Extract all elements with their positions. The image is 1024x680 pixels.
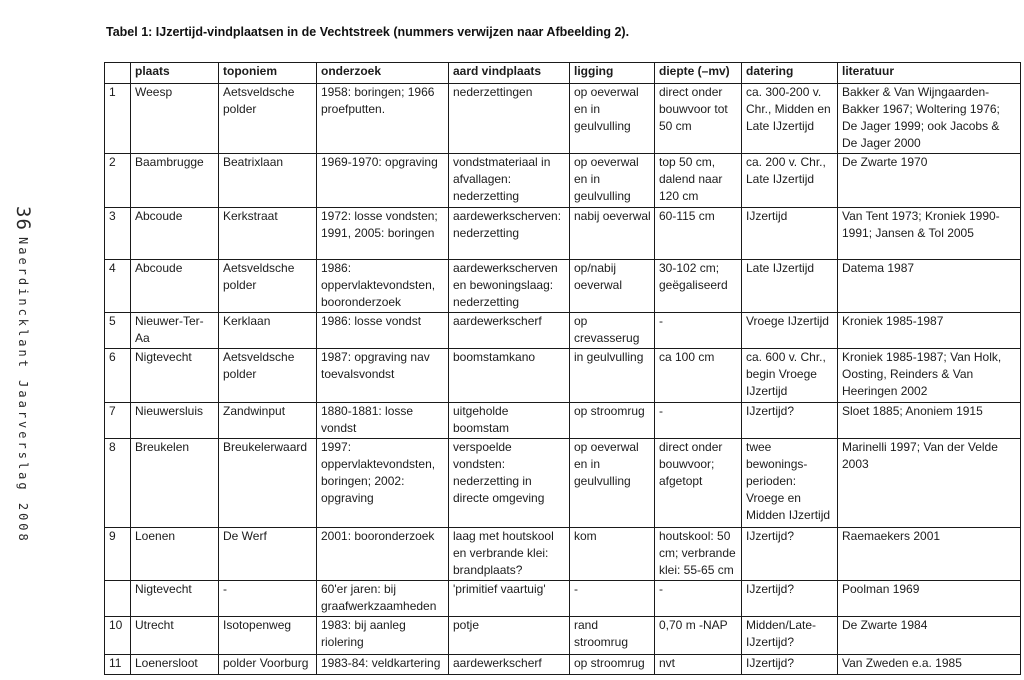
table-cell: Breukelerwaard bbox=[219, 439, 317, 528]
table-cell: op/nabij oeverwal bbox=[570, 260, 655, 313]
table-cell: ca. 600 v. Chr., begin Vroege IJzertijd bbox=[742, 349, 838, 403]
table-cell: 1983-84: veldkartering bbox=[317, 655, 449, 675]
table-cell: nederzettingen bbox=[449, 84, 570, 154]
table-row bbox=[105, 581, 1021, 617]
table-cell: Van Tent 1973; Kroniek 1990-1991; Jansen & Tol 2005 bbox=[838, 208, 1021, 260]
row-number-cell bbox=[105, 581, 131, 617]
table-cell: op oeverwal en in geulvulling bbox=[570, 439, 655, 528]
table-cell: De Zwarte 1984 bbox=[838, 617, 1021, 655]
column-header bbox=[105, 63, 131, 84]
table-row bbox=[105, 349, 1021, 403]
row-number-cell: 4 bbox=[105, 260, 131, 313]
table-cell: Abcoude bbox=[131, 260, 219, 313]
table-cell: Kroniek 1985-1987 bbox=[838, 313, 1021, 349]
table-cell: 1986: oppervlaktevondsten, booronderzoek bbox=[317, 260, 449, 313]
table-cell: rand stroomrug bbox=[570, 617, 655, 655]
page-number: 36 bbox=[12, 206, 34, 231]
table-cell: 60-115 cm bbox=[655, 208, 742, 260]
table-cell: - bbox=[655, 313, 742, 349]
row-number-cell: 3 bbox=[105, 208, 131, 260]
table-cell: in geulvulling bbox=[570, 349, 655, 403]
table-cell: nabij oeverwal bbox=[570, 208, 655, 260]
table-cell: - bbox=[219, 581, 317, 617]
table-cell: boomstamkano bbox=[449, 349, 570, 403]
table-cell: De Zwarte 1970 bbox=[838, 154, 1021, 208]
table-row bbox=[105, 208, 1021, 260]
table-cell: Kerkstraat bbox=[219, 208, 317, 260]
table-cell: ca. 200 v. Chr., Late IJzertijd bbox=[742, 154, 838, 208]
table-cell: Raemaekers 2001 bbox=[838, 528, 1021, 581]
table-cell: 1969-1970: opgraving bbox=[317, 154, 449, 208]
table-cell: De Werf bbox=[219, 528, 317, 581]
table-caption: Tabel 1: IJzertijd-vindplaatsen in de Vechtstreek (nummers verwijzen naar Afbeelding 2). bbox=[106, 25, 630, 39]
table-cell: 2001: booronderzoek bbox=[317, 528, 449, 581]
table-cell: verspoelde vondsten: nederzetting in directe omgeving bbox=[449, 439, 570, 528]
column-header: ligging bbox=[570, 63, 655, 84]
table-cell: 1986: losse vondst bbox=[317, 313, 449, 349]
table-cell: Midden/Late-IJzertijd? bbox=[742, 617, 838, 655]
table-cell: Nieuwer-Ter-Aa bbox=[131, 313, 219, 349]
table-cell: 1987: opgraving nav toevalsvondst bbox=[317, 349, 449, 403]
row-number-cell: 5 bbox=[105, 313, 131, 349]
row-number-cell: 1 bbox=[105, 84, 131, 154]
table-cell: twee bewonings-perioden: Vroege en Midden IJzertijd bbox=[742, 439, 838, 528]
table-cell: Breukelen bbox=[131, 439, 219, 528]
table-cell: IJzertijd? bbox=[742, 655, 838, 675]
table-cell: Zandwinput bbox=[219, 403, 317, 439]
table-cell: IJzertijd bbox=[742, 208, 838, 260]
table-cell: 1983: bij aanleg riolering bbox=[317, 617, 449, 655]
table-cell: top 50 cm, dalend naar 120 cm bbox=[655, 154, 742, 208]
table-cell: IJzertijd? bbox=[742, 403, 838, 439]
row-number-cell: 2 bbox=[105, 154, 131, 208]
table-cell: Loenen bbox=[131, 528, 219, 581]
table-cell: Sloet 1885; Anoniem 1915 bbox=[838, 403, 1021, 439]
table-cell: Kroniek 1985-1987; Van Holk, Oosting, Reinders & Van Heeringen 2002 bbox=[838, 349, 1021, 403]
table-cell: Loenersloot bbox=[131, 655, 219, 675]
column-header: plaats bbox=[131, 63, 219, 84]
column-header: diepte (–mv) bbox=[655, 63, 742, 84]
table-row bbox=[105, 313, 1021, 349]
table-row bbox=[105, 154, 1021, 208]
table-cell: Aetsveldsche polder bbox=[219, 84, 317, 154]
column-header: aard vindplaats bbox=[449, 63, 570, 84]
table-cell: 60'er jaren: bij graafwerkzaamheden bbox=[317, 581, 449, 617]
table-cell: op oeverwal en in geulvulling bbox=[570, 84, 655, 154]
table-cell: potje bbox=[449, 617, 570, 655]
table-cell: houtskool: 50 cm; verbrande klei: 55-65 cm bbox=[655, 528, 742, 581]
table-cell: 1958: boringen; 1966 proefputten. bbox=[317, 84, 449, 154]
table-cell: polder Voorburg bbox=[219, 655, 317, 675]
table-cell: Aetsveldsche polder bbox=[219, 349, 317, 403]
table-cell: Isotopenweg bbox=[219, 617, 317, 655]
column-header: datering bbox=[742, 63, 838, 84]
column-header: toponiem bbox=[219, 63, 317, 84]
table-cell: Abcoude bbox=[131, 208, 219, 260]
table-cell: uitgeholde boomstam bbox=[449, 403, 570, 439]
table-cell: ca 100 cm bbox=[655, 349, 742, 403]
table-body bbox=[105, 84, 1021, 675]
table-cell: nvt bbox=[655, 655, 742, 675]
table-cell: Kerklaan bbox=[219, 313, 317, 349]
page-margin-text bbox=[12, 206, 34, 544]
table-cell: Beatrixlaan bbox=[219, 154, 317, 208]
table-row bbox=[105, 260, 1021, 313]
table-cell: op crevasserug bbox=[570, 313, 655, 349]
journal-title: Naerdincklant Jaarverslag 2008 bbox=[16, 237, 30, 545]
table-cell: ca. 300-200 v. Chr., Midden en Late IJzertijd bbox=[742, 84, 838, 154]
table-cell: aardewerkscherven en bewoningslaag: nederzetting bbox=[449, 260, 570, 313]
table-cell: op oeverwal en in geulvulling bbox=[570, 154, 655, 208]
table-cell: 'primitief vaartuig' bbox=[449, 581, 570, 617]
table-row bbox=[105, 617, 1021, 655]
row-number-cell: 11 bbox=[105, 655, 131, 675]
table-row bbox=[105, 655, 1021, 675]
table-cell: aardewerkscherven: nederzetting bbox=[449, 208, 570, 260]
table-cell: laag met houtskool en verbrande klei: brandplaats? bbox=[449, 528, 570, 581]
table-cell: aardewerkscherf bbox=[449, 313, 570, 349]
table-cell: kom bbox=[570, 528, 655, 581]
table-cell: Vroege IJzertijd bbox=[742, 313, 838, 349]
table-cell: IJzertijd? bbox=[742, 581, 838, 617]
table-cell: direct onder bouwvoor; afgetopt bbox=[655, 439, 742, 528]
table-cell: Nigtevecht bbox=[131, 349, 219, 403]
table-cell: IJzertijd? bbox=[742, 528, 838, 581]
row-number-cell: 10 bbox=[105, 617, 131, 655]
table-cell: Late IJzertijd bbox=[742, 260, 838, 313]
table-cell: Marinelli 1997; Van der Velde 2003 bbox=[838, 439, 1021, 528]
row-number-cell: 7 bbox=[105, 403, 131, 439]
row-number-cell: 8 bbox=[105, 439, 131, 528]
table-cell: Poolman 1969 bbox=[838, 581, 1021, 617]
row-number-cell: 6 bbox=[105, 349, 131, 403]
table-cell: 0,70 m -NAP bbox=[655, 617, 742, 655]
table-header-row bbox=[105, 63, 1021, 84]
row-number-cell: 9 bbox=[105, 528, 131, 581]
table-cell: Datema 1987 bbox=[838, 260, 1021, 313]
table-row bbox=[105, 528, 1021, 581]
table-cell: vondstmateriaal in afvallagen: nederzetting bbox=[449, 154, 570, 208]
vindplaatsen-table bbox=[104, 62, 1021, 675]
table-cell: op stroomrug bbox=[570, 655, 655, 675]
table-cell: 30-102 cm; geëgaliseerd bbox=[655, 260, 742, 313]
table-cell: direct onder bouwvoor tot 50 cm bbox=[655, 84, 742, 154]
column-header: onderzoek bbox=[317, 63, 449, 84]
table-row bbox=[105, 439, 1021, 528]
table-cell: Nieuwersluis bbox=[131, 403, 219, 439]
table-cell: 1997: oppervlaktevondsten, boringen; 2002: opgraving bbox=[317, 439, 449, 528]
table-cell: Utrecht bbox=[131, 617, 219, 655]
table-cell: op stroomrug bbox=[570, 403, 655, 439]
table-cell: 1880-1881: losse vondst bbox=[317, 403, 449, 439]
table-cell: 1972: losse vondsten; 1991, 2005: boringen bbox=[317, 208, 449, 260]
table-cell: aardewerkscherf bbox=[449, 655, 570, 675]
table-row bbox=[105, 403, 1021, 439]
table-cell: - bbox=[655, 403, 742, 439]
table-cell: - bbox=[570, 581, 655, 617]
table-cell: Weesp bbox=[131, 84, 219, 154]
table-cell: Van Zweden e.a. 1985 bbox=[838, 655, 1021, 675]
table-cell: - bbox=[655, 581, 742, 617]
table-cell: Bakker & Van Wijngaarden-Bakker 1967; Woltering 1976; De Jager 1999; ook Jacobs & De Jager 2000 bbox=[838, 84, 1021, 154]
column-header: literatuur bbox=[838, 63, 1021, 84]
table-row bbox=[105, 84, 1021, 154]
table-cell: Nigtevecht bbox=[131, 581, 219, 617]
table-cell: Aetsveldsche polder bbox=[219, 260, 317, 313]
table-cell: Baambrugge bbox=[131, 154, 219, 208]
